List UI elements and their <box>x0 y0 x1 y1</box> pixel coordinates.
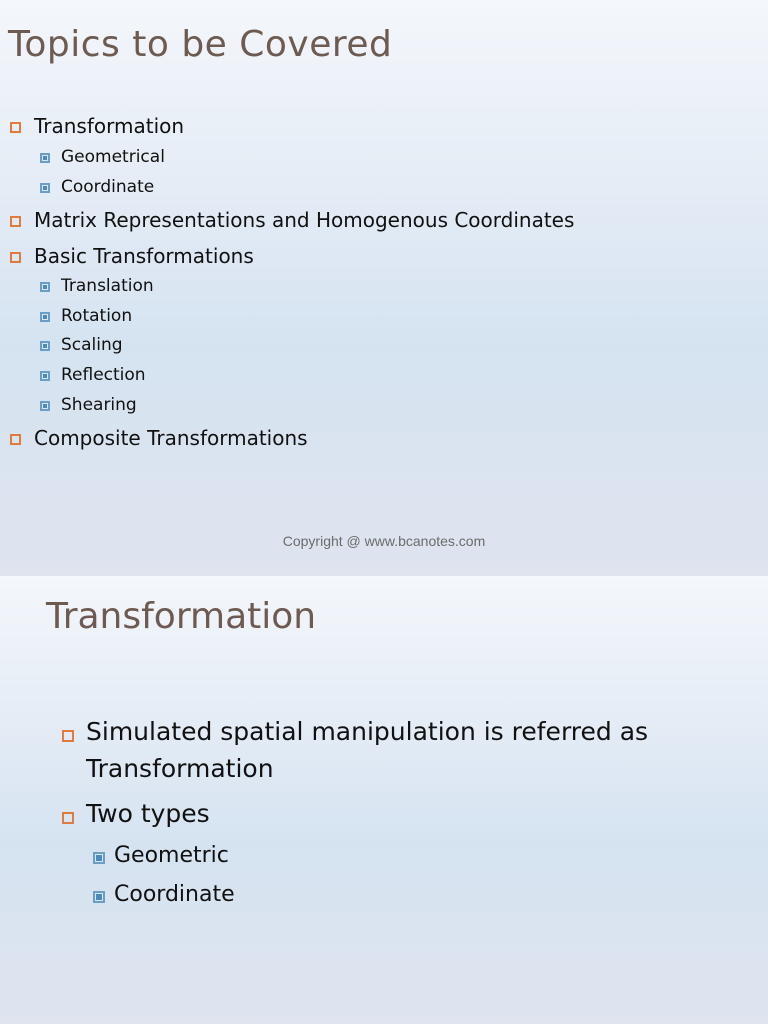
filled-square-bullet-icon <box>40 282 50 292</box>
list-item-line: Transformation <box>86 754 274 783</box>
list-item: Matrix Representations and Homogenous Coordinates <box>34 208 575 232</box>
square-bullet-icon <box>10 252 21 263</box>
list-item: Coordinate <box>61 177 155 197</box>
list-item: Two types <box>86 799 210 828</box>
slide-title: Topics to be Covered <box>8 24 393 65</box>
square-bullet-icon <box>10 216 21 227</box>
square-bullet-icon <box>62 730 74 742</box>
square-bullet-icon <box>10 434 21 445</box>
slide-transformation <box>0 576 768 1024</box>
filled-square-bullet-icon <box>40 341 50 351</box>
list-item: Scaling <box>61 335 123 355</box>
square-bullet-icon <box>62 812 74 824</box>
copyright-footer: Copyright @ www.bcanotes.com <box>282 533 486 549</box>
list-item: Basic Transformations <box>34 244 254 268</box>
filled-square-bullet-icon <box>40 153 50 163</box>
filled-square-bullet-icon <box>40 401 50 411</box>
filled-square-bullet-icon <box>93 891 105 903</box>
list-item: Transformation <box>34 114 185 138</box>
filled-square-bullet-icon <box>40 312 50 322</box>
list-item: Geometrical <box>61 147 165 167</box>
list-item: Geometric <box>114 843 229 868</box>
list-item: Coordinate <box>114 882 235 907</box>
list-item: Shearing <box>61 395 137 415</box>
filled-square-bullet-icon <box>93 852 105 864</box>
square-bullet-icon <box>10 122 21 133</box>
slide-title: Transformation <box>46 596 317 637</box>
list-item-line: Simulated spatial manipulation is referred as <box>86 717 649 746</box>
list-item: Translation <box>61 276 154 296</box>
filled-square-bullet-icon <box>40 371 50 381</box>
list-item: Reflection <box>61 365 146 385</box>
list-item: Rotation <box>61 306 133 326</box>
list-item: Composite Transformations <box>34 426 308 450</box>
filled-square-bullet-icon <box>40 183 50 193</box>
